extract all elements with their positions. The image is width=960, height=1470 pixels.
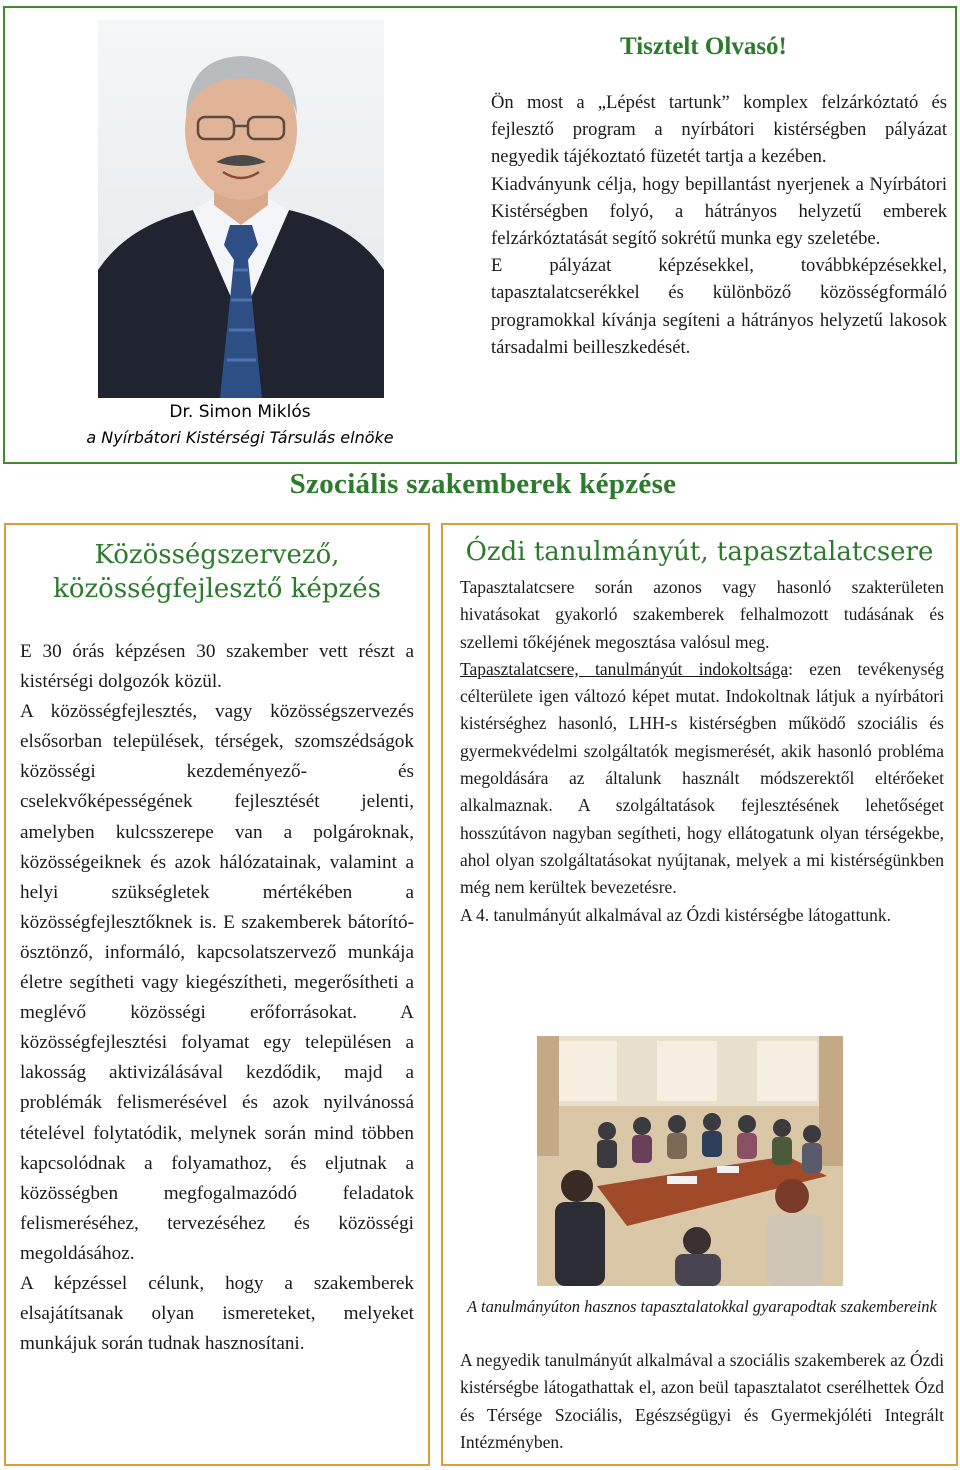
- left-paragraph: A közösségfejlesztés, vagy közösségszervezés elsősorban települések, térségek, szomszédságok közösségi kezdeményező- és cselekvőképességének fejlesztését jelenti, amelyben kulcsszerepe van a polgároknak, közösségeiknek és azok hálózatainak, valamint a helyi szükségletek mértékében a közösségfejlesztőknek is. E szakemberek bátorító-ösztönző, informáló, kapcsolatszervező munkája életre segítheti vagy kiegészítheti, megerősítheti a meglévő közösségi erőforrásokat. A közösségfejlesztési folyamat egy településen a lakosság aktivizálásával kezdődik, majd a problémák felismerésével és azok nyilvánossá tételével folytatódik, melynek során mind többen kapcsolódnak a folyamathoz, és eljutnak a közösségben megfogalmazódó feladatok felismeréséhez, tervezéséhez és közösségi megoldásához.: [20, 701, 414, 1264]
- intro-paragraph: E pályázat képzésekkel, továbbképzésekkel, tapasztalatcserékkel és különböző közösségformáló programokkal kívánja segíteni a hátrányos helyzetű lakosok társadalmi beilleszkedését.: [491, 255, 947, 358]
- photo-caption: A tanulmányúton hasznos tapasztalatokkal gyarapodtak szakembereink: [467, 1297, 937, 1316]
- study-trip-photo: [537, 1036, 843, 1286]
- intro-text: [491, 89, 947, 361]
- portrait-role: a Nyírbátori Kistérségi Társulás elnöke: [86, 428, 394, 447]
- right-article-body: [460, 574, 944, 929]
- left-paragraph: E 30 órás képzésen 30 szakember vett részt a kistérségi dolgozók közül.: [20, 641, 414, 693]
- left-article-title: Közösségszervező, közösségfejlesztő képzés: [53, 540, 381, 604]
- section-title: Szociális szakemberek képzése: [289, 468, 677, 500]
- paragraph-rest: : ezen tevékenység célterülete igen változó képet mutat. Indokoltnak látjuk a nyírbátori kistérséghez hasonló, LHH-s kistérségben működő szociális és gyermekvédelmi szolgáltatók megismerését, akik hasonló probléma megoldására az általunk használt módszerektől eltérőeket alkalmaznak. A szolgáltatások fejlesztésének lehetőséget hosszútávon nagyban segítheti, hogy ellátogatunk olyan térségekbe, ahol olyan szolgáltatásokat nyújtanak, melyek a mi kistérségünkben még nem kerültek bevezetésre.: [460, 658, 944, 898]
- intro-paragraph: Kiadványunk célja, hogy bepillantást nyerjenek a Nyírbátori Kistérségben folyó, a hátrányos helyzetű emberek felzárkóztatását segítő sokrétű munka egy szeletébe.: [491, 173, 947, 250]
- greeting-heading: Tisztelt Olvasó!: [620, 33, 787, 60]
- right-paragraph: [460, 656, 944, 902]
- underlined-phrase: Tapasztalatcsere, tanulmányút indokoltsága: [460, 658, 789, 679]
- right-paragraph: Tapasztalatcsere során azonos vagy hasonló szakterületen hivatásokat gyakorló szakemberek felhalmozott tudásának és szellemi tőkéjének megosztása valósul meg.: [460, 577, 944, 652]
- intro-paragraph: Ön most a „Lépést tartunk” komplex felzárkóztató és fejlesztő program a nyírbátori kistérségben pályázat negyedik tájékoztató füzetét tartja a kezében.: [491, 92, 947, 168]
- right-article-title: Ózdi tanulmányút, tapasztalatcsere: [465, 537, 934, 567]
- portrait-photo: [98, 20, 384, 398]
- portrait-name: Dr. Simon Miklós: [169, 402, 311, 422]
- closing-paragraph: A negyedik tanulmányút alkalmával a szociális szakemberek az Ózdi kistérségbe látogathattak el, azon beül tapasztalatot cserélhettek Ózd és Térsége Szociális, Egészségügyi és Gyermekjóléti Integrált Intézményben.: [460, 1350, 944, 1452]
- right-paragraph: A 4. tanulmányút alkalmával az Ózdi kistérségbe látogattunk.: [460, 904, 892, 925]
- left-article-body: [20, 637, 414, 1359]
- left-paragraph: A képzéssel célunk, hogy a szakemberek elsajátítsanak olyan ismereteket, melyeket munkájuk során tudnak hasznosítani.: [20, 1272, 414, 1355]
